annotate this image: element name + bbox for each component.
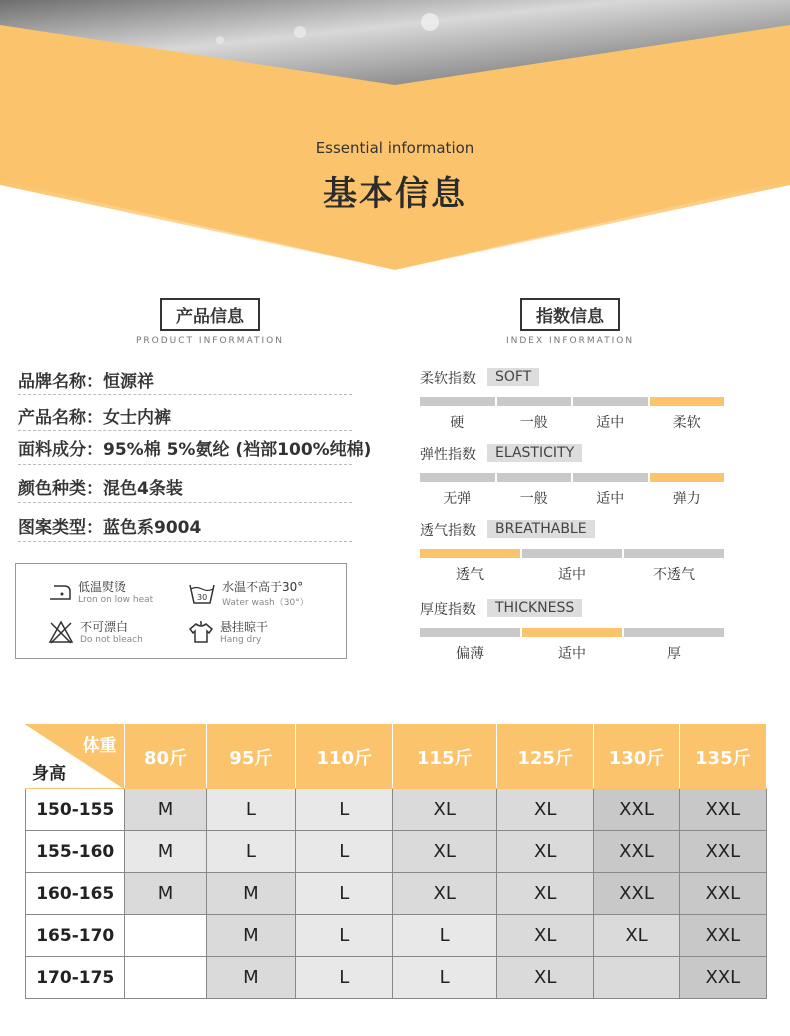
weight-header: 95斤 [206, 725, 295, 789]
index-level-label: 适中 [596, 415, 625, 431]
size-cell: L [295, 915, 392, 957]
table-row [26, 831, 767, 873]
index-bar-segment-selected [522, 628, 622, 637]
divider [18, 502, 352, 503]
size-cell: XL [496, 915, 593, 957]
size-cell: XXL [679, 831, 766, 873]
care-instructions [15, 563, 347, 659]
index-level-label: 适中 [596, 491, 625, 507]
care-en: Lron on low heat [78, 595, 154, 605]
color-line: 颜色种类：混色4条装 [18, 479, 183, 499]
fabric-line: 面料成分：95%棉 5%氨纶 (裆部100%纯棉) [18, 440, 372, 460]
size-cell: XXL [594, 789, 679, 831]
size-cell [125, 957, 206, 999]
size-cell: XXL [594, 831, 679, 873]
size-cell: M [125, 789, 206, 831]
size-cell: L [393, 915, 497, 957]
divider [18, 394, 352, 395]
index-bar-segment [497, 473, 572, 482]
weight-header: 115斤 [393, 725, 497, 789]
weight-header: 130斤 [594, 725, 679, 789]
size-cell: M [125, 873, 206, 915]
size-cell: XXL [594, 873, 679, 915]
size-cell: XL [496, 957, 593, 999]
index-level-label: 不透气 [653, 567, 695, 583]
size-cell: L [295, 957, 392, 999]
index-bar-segment-selected [650, 473, 725, 482]
header-subtitle: Essential information [315, 139, 475, 157]
size-cell: XL [496, 831, 593, 873]
care-cn: 低温熨烫 [78, 580, 127, 594]
care-en: Water wash（30°） [222, 598, 309, 608]
product-name-line: 产品名称：女士内裤 [18, 408, 171, 428]
index-tag: ELASTICITY [487, 444, 582, 462]
index-level-label: 柔软 [672, 415, 701, 431]
size-cell: XXL [679, 957, 766, 999]
brand-line: 品牌名称：恒源祥 [18, 372, 154, 392]
corner-height-label: 身高 [32, 764, 66, 784]
index-level-label: 适中 [558, 646, 586, 662]
size-cell: XXL [679, 915, 766, 957]
size-cell: XXL [679, 873, 766, 915]
index-tag: BREATHABLE [487, 520, 595, 538]
index-level-label: 无弹 [443, 491, 472, 507]
size-cell: M [125, 831, 206, 873]
index-level-label: 一般 [519, 415, 548, 431]
index-label: 透气指数 [420, 523, 476, 539]
index-info-subtitle: INDEX INFORMATION [505, 336, 635, 346]
size-cell: L [393, 957, 497, 999]
care-en: Do not bleach [80, 635, 143, 645]
index-bar-segment [573, 397, 648, 406]
index-level-label: 硬 [450, 415, 465, 431]
height-cell: 170-175 [26, 957, 125, 999]
index-tag: SOFT [487, 368, 539, 386]
care-item-iron [48, 578, 153, 605]
divider [18, 464, 352, 465]
size-cell: XL [496, 789, 593, 831]
weight-header: 135斤 [679, 725, 766, 789]
pattern-line: 图案类型：蓝色系9004 [18, 518, 202, 538]
size-cell: XL [393, 873, 497, 915]
product-info-subtitle: PRODUCT INFORMATION [135, 336, 285, 346]
index-level-label: 弹力 [672, 491, 701, 507]
index-bar-segment [497, 397, 572, 406]
svg-text:30: 30 [197, 593, 208, 602]
size-cell: L [295, 831, 392, 873]
index-label: 弹性指数 [420, 447, 476, 463]
size-cell: XL [393, 831, 497, 873]
hang-dry-icon [188, 620, 214, 644]
table-row [26, 789, 767, 831]
table-corner [26, 725, 125, 789]
header-banner [0, 0, 790, 270]
index-bar-segment-selected [650, 397, 725, 406]
height-cell: 160-165 [26, 873, 125, 915]
size-table [25, 724, 767, 999]
index-bar-segment [420, 628, 520, 637]
wash-30-icon [188, 581, 216, 605]
table-row [26, 915, 767, 957]
index-bar-segment [420, 473, 495, 482]
size-cell: XL [496, 873, 593, 915]
size-cell: XL [393, 789, 497, 831]
size-cell: L [295, 873, 392, 915]
product-info-header [110, 298, 310, 346]
banner-graphic [0, 0, 790, 270]
care-cn: 不可漂白 [80, 620, 129, 634]
index-level-label: 厚 [667, 646, 681, 662]
index-bar-segment-selected [420, 549, 520, 558]
index-label: 厚度指数 [420, 602, 476, 618]
weight-header: 80斤 [125, 725, 206, 789]
size-cell: L [206, 789, 295, 831]
index-level-label: 透气 [456, 567, 484, 583]
height-cell: 155-160 [26, 831, 125, 873]
index-level-label: 一般 [519, 491, 548, 507]
index-label: 柔软指数 [420, 371, 476, 387]
index-bar-segment [624, 628, 724, 637]
index-level-label: 偏薄 [456, 646, 484, 662]
index-level-label: 适中 [558, 567, 586, 583]
height-cell: 165-170 [26, 915, 125, 957]
care-cn: 水温不高于30° [222, 580, 304, 594]
height-cell: 150-155 [26, 789, 125, 831]
size-cell: XL [594, 915, 679, 957]
size-cell: M [206, 873, 295, 915]
size-cell: L [206, 831, 295, 873]
size-cell [594, 957, 679, 999]
care-en: Hang dry [220, 635, 262, 645]
divider [18, 541, 352, 542]
care-item-bleach [48, 618, 143, 645]
no-bleach-icon [48, 620, 74, 644]
index-tag: THICKNESS [487, 599, 582, 617]
care-item-wash [188, 578, 309, 608]
iron-low-heat-icon [48, 581, 72, 603]
weight-header: 110斤 [295, 725, 392, 789]
care-cn: 悬挂晾干 [220, 620, 269, 634]
corner-weight-label: 体重 [82, 736, 117, 756]
index-bar-segment [624, 549, 724, 558]
size-cell: M [206, 957, 295, 999]
index-bar-segment [522, 549, 622, 558]
size-cell: XXL [679, 789, 766, 831]
product-info-title: 产品信息 [160, 298, 260, 331]
table-row [26, 873, 767, 915]
table-row [26, 957, 767, 999]
size-cell: M [206, 915, 295, 957]
weight-header: 125斤 [496, 725, 593, 789]
index-info-header [470, 298, 670, 346]
divider [18, 430, 352, 431]
page-title: 基本信息 [323, 174, 467, 214]
index-info-title: 指数信息 [520, 298, 620, 331]
size-cell [125, 915, 206, 957]
index-bar-segment [420, 397, 495, 406]
size-cell: L [295, 789, 392, 831]
index-bar-segment [573, 473, 648, 482]
care-item-hang [188, 618, 268, 645]
